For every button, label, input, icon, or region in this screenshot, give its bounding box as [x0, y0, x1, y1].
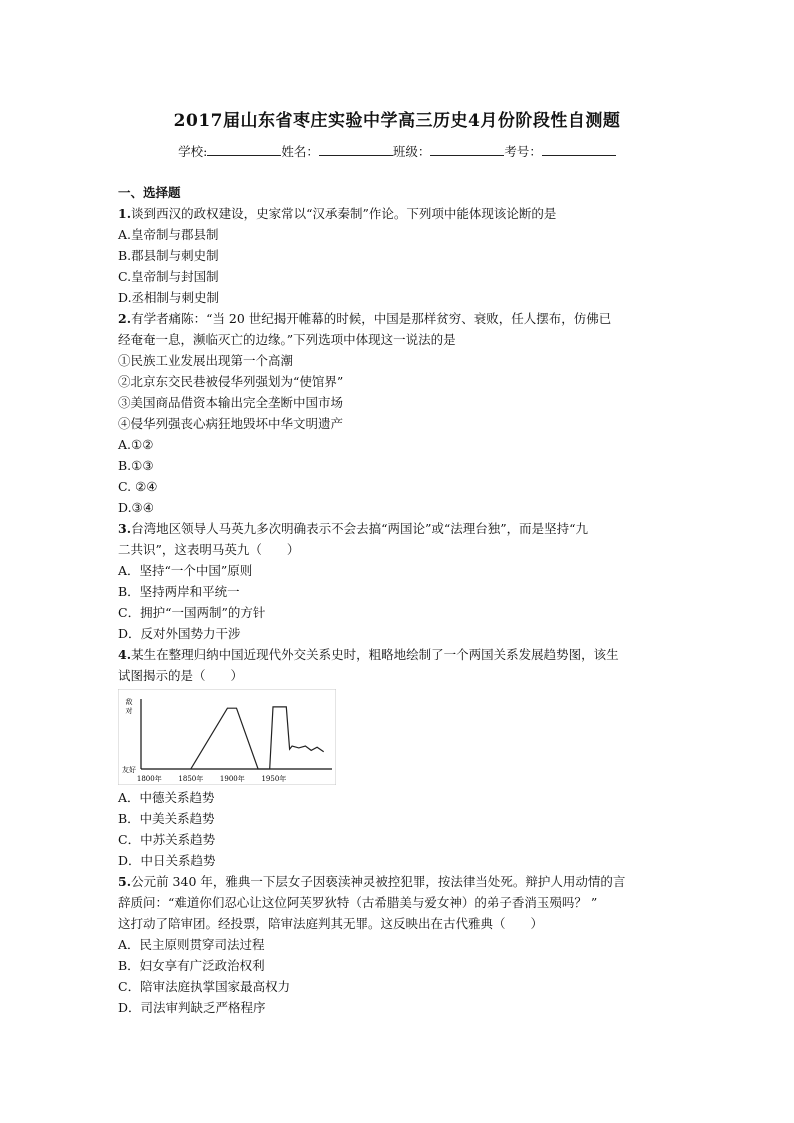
exam-number-label: 考号：: [504, 144, 542, 159]
y-top-label-line1: 敌: [125, 698, 133, 706]
statement-1: ①民族工业发展出现第一个高潮: [118, 353, 294, 368]
option-c[interactable]: C．陪审法庭执掌国家最高权力: [118, 979, 291, 994]
option-b[interactable]: B．坚持两岸和平统一: [118, 584, 240, 599]
option-c[interactable]: C. ②④: [118, 479, 158, 494]
statement-4: ④侵华列强丧心病狂地毁坏中华文明遗产: [118, 416, 344, 431]
school-blank[interactable]: [207, 144, 281, 156]
option-c[interactable]: C.皇帝制与封国制: [118, 269, 219, 284]
option-a[interactable]: A．中德关系趋势: [118, 790, 215, 805]
question-stem: 某生在整理归纳中国近现代外交关系史时，粗略地绘制了一个两国关系发展趋势图，该生: [131, 647, 619, 662]
question-number: 1.: [118, 206, 132, 221]
school-label: 学校:: [178, 144, 208, 159]
question-4: [118, 644, 678, 871]
question-stem: 台湾地区领导人马英九多次明确表示不会去搞“两国论”或“法理台独”，而是坚持“九: [131, 521, 589, 536]
class-label: 班级：: [392, 144, 431, 159]
question-stem-cont: 二共识”，这表明马英九（ ）: [118, 542, 300, 557]
section-heading: 一、选择题: [118, 185, 181, 200]
relations-trend-chart: [118, 689, 678, 785]
question-stem-cont: 经奄奄一息，濒临灭亡的边缘。”下列选项中体现这一说法的是: [118, 332, 456, 347]
option-c[interactable]: C．拥护“一国两制”的方针: [118, 605, 266, 620]
y-bottom-label: 友好: [122, 766, 136, 774]
question-5: [118, 871, 678, 1018]
class-blank[interactable]: [430, 144, 504, 156]
option-b[interactable]: B.①③: [118, 458, 154, 473]
option-d[interactable]: D．司法审判缺乏严格程序: [118, 1000, 266, 1015]
question-3: [118, 518, 678, 644]
name-label: 姓名：: [281, 144, 319, 159]
question-number: 5.: [118, 874, 132, 889]
option-d[interactable]: D.③④: [118, 500, 154, 515]
option-d[interactable]: D.丞相制与刺史制: [118, 290, 220, 305]
option-a[interactable]: A．民主原则贯穿司法过程: [118, 937, 265, 952]
statement-2: ②北京东交民巷被侵华列强划为“使馆界”: [118, 374, 344, 389]
question-stem: 公元前 340 年，雅典一下层女子因亵渎神灵被控犯罪，按法律当处死。辩护人用动情的言: [131, 874, 626, 889]
question-stem: 有学者痛陈：“当 20 世纪揭开帷幕的时候，中国是那样贫穷、衰败，任人摆布，仿佛已: [131, 311, 612, 326]
option-b[interactable]: B．中美关系趋势: [118, 811, 215, 826]
x-tick-label: 1950年: [261, 775, 287, 783]
option-c[interactable]: C．中苏关系趋势: [118, 832, 216, 847]
option-a[interactable]: A.①②: [118, 437, 154, 452]
option-d[interactable]: D．反对外国势力干涉: [118, 626, 241, 641]
question-stem-cont: 辞质问：“难道你们忍心让这位阿芙罗狄特（古希腊美与爱女神）的弟子香消玉殒吗？ ”: [118, 895, 598, 910]
statement-3: ③美国商品借资本输出完全垄断中国市场: [118, 395, 344, 410]
question-list: [118, 182, 678, 1018]
option-b[interactable]: B.郡县制与刺史制: [118, 248, 219, 263]
question-stem-cont: 试图揭示的是（ ）: [118, 668, 244, 683]
question-number: 3.: [118, 521, 132, 536]
name-blank[interactable]: [319, 144, 393, 156]
option-a[interactable]: A.皇帝制与郡县制: [118, 227, 219, 242]
option-d[interactable]: D．中日关系趋势: [118, 853, 216, 868]
student-info-row: [0, 142, 794, 160]
question-stem-cont: 这打动了陪审团。经投票，陪审法庭判其无罪。这反映出在古代雅典（ ）: [118, 916, 544, 931]
exam-number-blank[interactable]: [542, 144, 616, 156]
option-a[interactable]: A．坚持“一个中国”原则: [118, 563, 253, 578]
trend-chart-svg: [118, 689, 336, 785]
chart-frame: [118, 689, 336, 785]
y-top-label-line2: 对: [125, 707, 133, 715]
x-tick-label: 1850年: [178, 775, 204, 783]
question-1: [118, 203, 678, 308]
question-2: [118, 308, 678, 518]
x-tick-label: 1900年: [219, 775, 245, 783]
x-tick-label: 1800年: [136, 775, 162, 783]
option-b[interactable]: B．妇女享有广泛政治权利: [118, 958, 265, 973]
question-number: 2.: [118, 311, 132, 326]
exam-title: 2017届山东省枣庄实验中学高三历史4月份阶段性自测题: [173, 111, 621, 131]
question-number: 4.: [118, 647, 132, 662]
question-stem: 谈到西汉的政权建设，史家常以“汉承秦制”作论。下列项中能体现该论断的是: [131, 206, 557, 221]
